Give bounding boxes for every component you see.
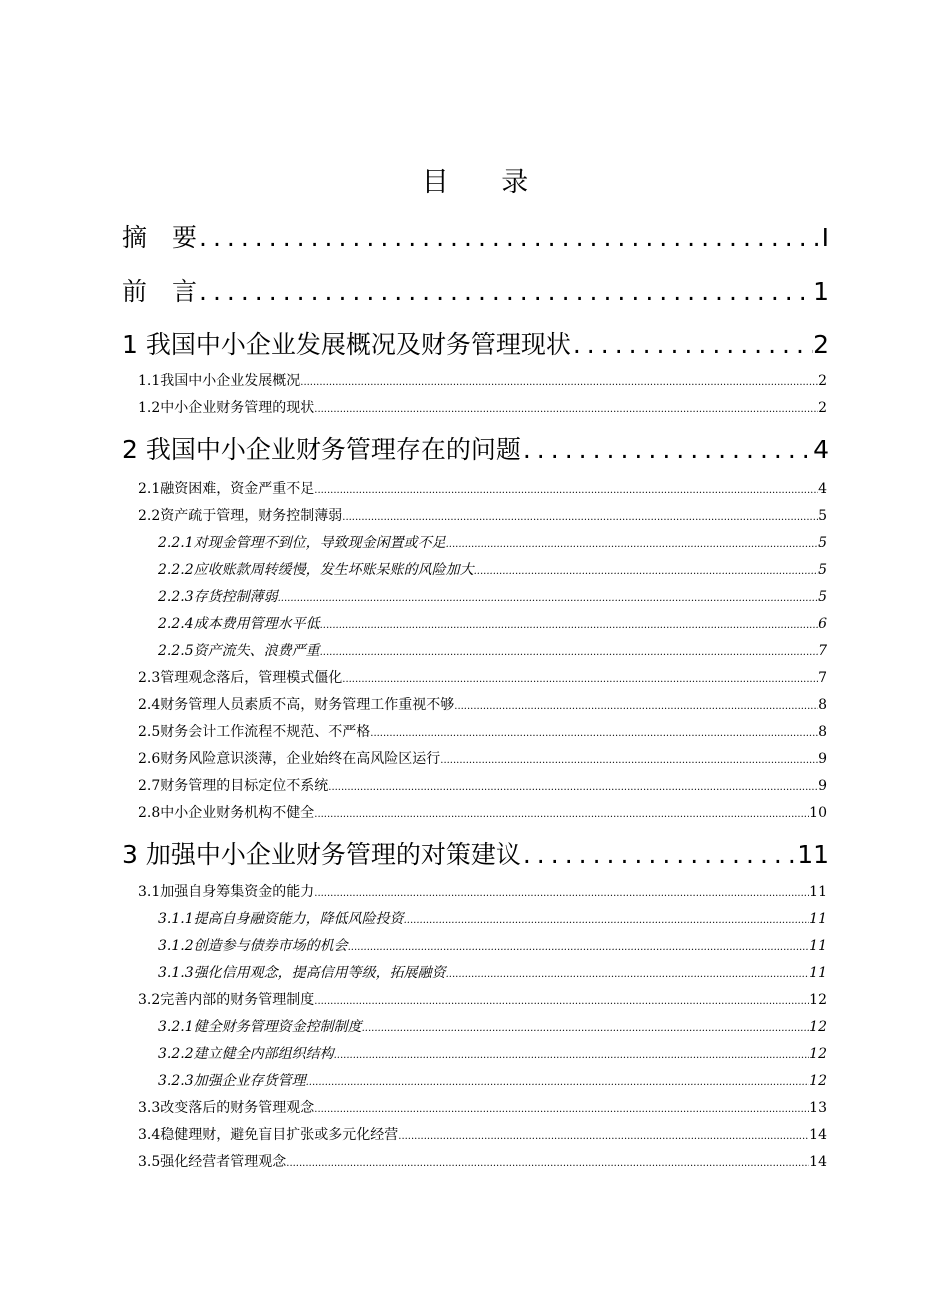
toc-entry-label: 3.1.3强化信用观念，提高信用等级，拓展融资 [158, 965, 446, 981]
toc-entry-label: 3.1加强自身筹集资金的能力 [138, 884, 315, 900]
toc-leader-dots [342, 512, 818, 523]
toc-entry-page: 5 [818, 589, 827, 605]
toc-entry-section-3-4[interactable] [138, 1124, 827, 1146]
toc-entry-label: 2.2.2应收账款周转缓慢，发生坏账呆账的风险加大 [158, 562, 474, 578]
toc-entry-subsection-2-2-2[interactable] [158, 559, 827, 581]
toc-entry-page: 8 [818, 697, 827, 713]
toc-entry-label: 2.2资产疏于管理，财务控制薄弱 [138, 508, 343, 524]
toc-leader-dots [342, 674, 818, 685]
toc-entry-label: 2.2.3存货控制薄弱 [158, 589, 278, 605]
toc-entry-subsection-2-2-3[interactable] [158, 586, 827, 608]
toc-entry-subsection-3-2-2[interactable] [158, 1043, 827, 1065]
toc-entry-section-3-3[interactable] [138, 1097, 827, 1119]
toc-leader-dots [199, 277, 813, 306]
toc-entry-page: 12 [809, 1046, 827, 1062]
toc-entry-subsection-3-2-1[interactable] [158, 1016, 827, 1038]
toc-entry-preface[interactable] [122, 272, 829, 310]
toc-entry-chapter-2[interactable] [122, 430, 829, 468]
toc-entry-section-2-3[interactable] [138, 667, 827, 689]
toc-entry-label: 2.7财务管理的目标定位不系统 [138, 778, 329, 794]
toc-entry-page: 5 [818, 535, 827, 551]
toc-entry-page: 2 [813, 330, 829, 359]
toc-entry-subsection-3-2-3[interactable] [158, 1070, 827, 1092]
toc-leader-dots [398, 1131, 809, 1142]
toc-entry-page: 5 [818, 562, 827, 578]
toc-leader-dots [523, 435, 813, 464]
toc-entry-section-3-5[interactable] [138, 1151, 827, 1173]
toc-entry-page: 1 [813, 277, 829, 306]
toc-entry-page: 11 [809, 884, 827, 900]
toc-entry-label: 3.3改变落后的财务管理观念 [138, 1100, 315, 1116]
toc-leader-dots [523, 840, 797, 869]
toc-entry-abstract[interactable] [122, 218, 829, 256]
toc-leader-dots [314, 888, 809, 899]
toc-entry-subsection-3-1-2[interactable] [158, 935, 827, 957]
toc-leader-dots [573, 330, 813, 359]
toc-title: 目 录 [421, 167, 551, 198]
toc-entry-page: 7 [818, 670, 827, 686]
toc-entry-label: 3.4稳健理财，避免盲目扩张或多元化经营 [138, 1127, 399, 1143]
toc-entry-label: 1.2中小企业财务管理的现状 [138, 400, 315, 416]
toc-entry-page: 14 [809, 1127, 827, 1143]
toc-leader-dots [446, 969, 810, 980]
toc-entry-page: 2 [818, 373, 827, 389]
toc-entry-label: 3.2.3加强企业存货管理 [158, 1073, 306, 1089]
toc-entry-section-2-5[interactable] [138, 721, 827, 743]
toc-entry-label: 2 我国中小企业财务管理存在的问题 [122, 435, 521, 464]
toc-leader-dots [314, 485, 818, 496]
toc-entry-label: 摘 要 [122, 223, 198, 252]
toc-entry-page: 6 [818, 616, 827, 632]
toc-entry-page: 11 [809, 938, 827, 954]
toc-leader-dots [314, 809, 809, 820]
toc-leader-dots [306, 1077, 810, 1088]
toc-leader-dots [362, 1023, 810, 1034]
toc-entry-page: 11 [809, 965, 827, 981]
toc-entry-section-3-1[interactable] [138, 881, 827, 903]
toc-entry-subsection-2-2-1[interactable] [158, 532, 827, 554]
toc-entry-subsection-2-2-4[interactable] [158, 613, 827, 635]
toc-entry-label: 3.1.1提高自身融资能力，降低风险投资 [158, 911, 404, 927]
toc-entry-label: 2.5财务会计工作流程不规范、不严格 [138, 724, 371, 740]
toc-entry-subsection-2-2-5[interactable] [158, 640, 827, 662]
toc-entry-label: 3.2.1健全财务管理资金控制制度 [158, 1019, 362, 1035]
toc-entry-page: 10 [809, 805, 827, 821]
toc-leader-dots [334, 1050, 810, 1061]
toc-entry-label: 2.1融资困难，资金严重不足 [138, 481, 315, 497]
toc-entry-label: 2.2.5资产流失、浪费严重 [158, 643, 320, 659]
toc-entry-label: 3.2.2建立健全内部组织结构 [158, 1046, 334, 1062]
toc-entry-label: 3.2完善内部的财务管理制度 [138, 992, 315, 1008]
toc-entry-page: 7 [818, 643, 827, 659]
toc-leader-dots [328, 782, 818, 793]
toc-entry-page: 4 [813, 435, 829, 464]
toc-entry-page: 4 [818, 481, 827, 497]
toc-leader-dots [320, 647, 818, 658]
toc-leader-dots [474, 566, 818, 577]
toc-leader-dots [278, 593, 818, 604]
toc-entry-section-2-8[interactable] [138, 802, 827, 824]
toc-leader-dots [446, 539, 818, 550]
toc-leader-dots [454, 701, 818, 712]
toc-entry-label: 3.5强化经营者管理观念 [138, 1154, 287, 1170]
toc-entry-label: 1.1我国中小企业发展概况 [138, 373, 301, 389]
toc-leader-dots [314, 1104, 809, 1115]
toc-entry-label: 2.3管理观念落后，管理模式僵化 [138, 670, 343, 686]
toc-entry-section-2-1[interactable] [138, 478, 827, 500]
toc-entry-subsection-3-1-3[interactable] [158, 962, 827, 984]
toc-entry-page: 5 [818, 508, 827, 524]
toc-leader-dots [370, 728, 818, 739]
toc-entry-page: 11 [809, 911, 827, 927]
toc-entry-section-1-1[interactable] [138, 370, 827, 392]
toc-entry-page: 12 [809, 1019, 827, 1035]
toc-entry-label: 1 我国中小企业发展概况及财务管理现状 [122, 330, 571, 359]
toc-entry-page: 9 [818, 751, 827, 767]
toc-entry-label: 3 加强中小企业财务管理的对策建议 [122, 840, 521, 869]
toc-entry-section-2-4[interactable] [138, 694, 827, 716]
toc-leader-dots [286, 1158, 809, 1169]
toc-entry-section-2-2[interactable] [138, 505, 827, 527]
toc-entry-section-2-6[interactable] [138, 748, 827, 770]
toc-entry-page: 2 [818, 400, 827, 416]
toc-entry-page: 9 [818, 778, 827, 794]
toc-leader-dots [320, 620, 818, 631]
toc-entry-label: 前 言 [122, 277, 198, 306]
toc-entry-label: 2.4财务管理人员素质不高，财务管理工作重视不够 [138, 697, 455, 713]
toc-leader-dots [314, 404, 818, 415]
toc-entry-page: 12 [809, 992, 827, 1008]
toc-leader-dots [404, 915, 810, 926]
toc-entry-section-3-2[interactable] [138, 989, 827, 1011]
toc-entry-page: 14 [809, 1154, 827, 1170]
toc-entry-label: 3.1.2创造参与债券市场的机会 [158, 938, 348, 954]
toc-entry-page: 8 [818, 724, 827, 740]
toc-entry-chapter-1[interactable] [122, 325, 829, 363]
toc-entry-label: 2.8中小企业财务机构不健全 [138, 805, 315, 821]
toc-entry-page: 13 [809, 1100, 827, 1116]
toc-entry-label: 2.6财务风险意识淡薄，企业始终在高风险区运行 [138, 751, 441, 767]
toc-entry-section-1-2[interactable] [138, 397, 827, 419]
toc-leader-dots [300, 377, 818, 388]
toc-leader-dots [348, 942, 810, 953]
toc-entry-page: 11 [797, 840, 829, 869]
toc-entry-label: 2.2.4成本费用管理水平低 [158, 616, 320, 632]
toc-entry-subsection-3-1-1[interactable] [158, 908, 827, 930]
toc-entry-page: 12 [809, 1073, 827, 1089]
toc-entry-label: 2.2.1对现金管理不到位，导致现金闲置或不足 [158, 535, 446, 551]
toc-leader-dots [199, 223, 822, 252]
toc-leader-dots [440, 755, 818, 766]
toc-entry-page: I [821, 223, 829, 252]
toc-entry-section-2-7[interactable] [138, 775, 827, 797]
toc-entry-chapter-3[interactable] [122, 835, 829, 873]
toc-leader-dots [314, 996, 809, 1007]
